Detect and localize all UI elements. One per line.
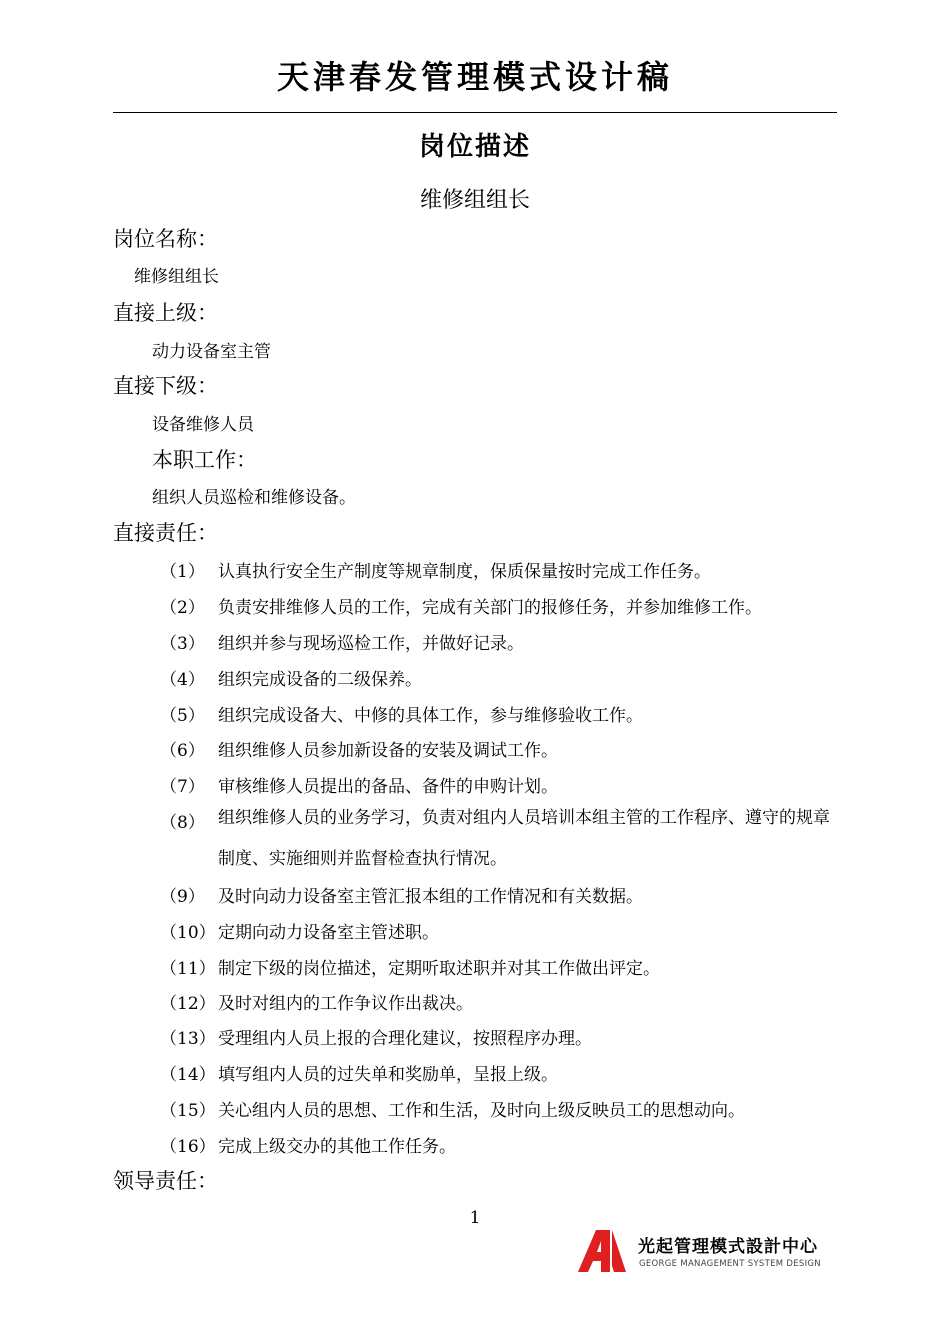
item-text: 制定下级的岗位描述，定期听取述职并对其工作做出评定。 xyxy=(218,959,660,979)
item-number: （6） xyxy=(160,741,205,761)
item-text: 组织完成设备的二级保养。 xyxy=(218,670,422,690)
item-text: 受理组内人员上报的合理化建议，按照程序办理。 xyxy=(218,1029,592,1049)
item-text: 组织完成设备大、中修的具体工作，参与维修验收工作。 xyxy=(218,706,643,726)
item-number: （2） xyxy=(160,598,205,618)
item-text: 组织维修人员参加新设备的安装及调试工作。 xyxy=(218,741,558,761)
document-header-title: 天津春发管理模式设计稿 xyxy=(276,58,673,96)
superior-label: 直接上级： xyxy=(113,301,218,325)
item-number: （7） xyxy=(160,777,205,797)
superior-value: 动力设备室主管 xyxy=(152,342,271,362)
logo-english-name: GEORGE MANAGEMENT SYSTEM DESIGN xyxy=(639,1259,821,1269)
item-number: （14） xyxy=(160,1065,216,1085)
item-number: （15） xyxy=(160,1101,216,1121)
item-number: （12） xyxy=(160,994,216,1014)
item-text: 填写组内人员的过失单和奖励单，呈报上级。 xyxy=(218,1065,558,1085)
item-text: 负责安排维修人员的工作，完成有关部门的报修任务，并参加维修工作。 xyxy=(218,598,762,618)
position-title: 维修组组长 xyxy=(419,188,530,213)
post-name-label: 岗位名称： xyxy=(113,227,218,251)
post-name-value: 维修组组长 xyxy=(134,267,219,287)
footer-logo xyxy=(576,1228,838,1272)
item-number: （4） xyxy=(160,670,205,690)
item-number: （5） xyxy=(160,706,205,726)
item-text: 组织并参与现场巡检工作，并做好记录。 xyxy=(218,634,524,654)
logo-chinese-name: 光起管理模式設計中心 xyxy=(638,1237,818,1257)
page-number: 1 xyxy=(469,1208,481,1228)
item-text: 关心组内人员的思想、工作和生活，及时向上级反映员工的思想动向。 xyxy=(218,1101,745,1121)
item-text: 及时对组内的工作争议作出裁决。 xyxy=(218,994,473,1014)
item-number: （8） xyxy=(160,813,205,833)
item-text: 及时向动力设备室主管汇报本组的工作情况和有关数据。 xyxy=(218,887,643,907)
subordinate-value: 设备维修人员 xyxy=(152,415,254,435)
direct-responsibility-label: 直接责任： xyxy=(113,521,218,545)
red-letter-a-logo-icon xyxy=(576,1228,628,1272)
item-number: （1） xyxy=(160,562,205,582)
item-number: （11） xyxy=(160,959,216,979)
section-title: 岗位描述 xyxy=(418,132,531,162)
item-number: （9） xyxy=(160,887,205,907)
subordinate-label: 直接下级： xyxy=(113,374,218,398)
item-number: （16） xyxy=(160,1137,216,1157)
duty-label: 本职工作： xyxy=(152,448,257,472)
item-number: （13） xyxy=(160,1029,216,1049)
item-text: 完成上级交办的其他工作任务。 xyxy=(218,1137,456,1157)
item-text: 认真执行安全生产制度等规章制度，保质保量按时完成工作任务。 xyxy=(218,562,711,582)
item-number: （10） xyxy=(160,923,216,943)
header-divider xyxy=(113,112,837,113)
duty-value: 组织人员巡检和维修设备。 xyxy=(152,488,356,508)
leader-responsibility-label: 领导责任： xyxy=(113,1169,218,1193)
item-text: 组织维修人员的业务学习，负责对组内人员培训本组主管的工作程序、遵守的规章制度、实施细则并监督检查执行情况。 xyxy=(218,808,830,869)
item-text: 定期向动力设备室主管述职。 xyxy=(218,923,439,943)
item-number: （3） xyxy=(160,634,205,654)
item-text: 审核维修人员提出的备品、备件的申购计划。 xyxy=(218,777,558,797)
